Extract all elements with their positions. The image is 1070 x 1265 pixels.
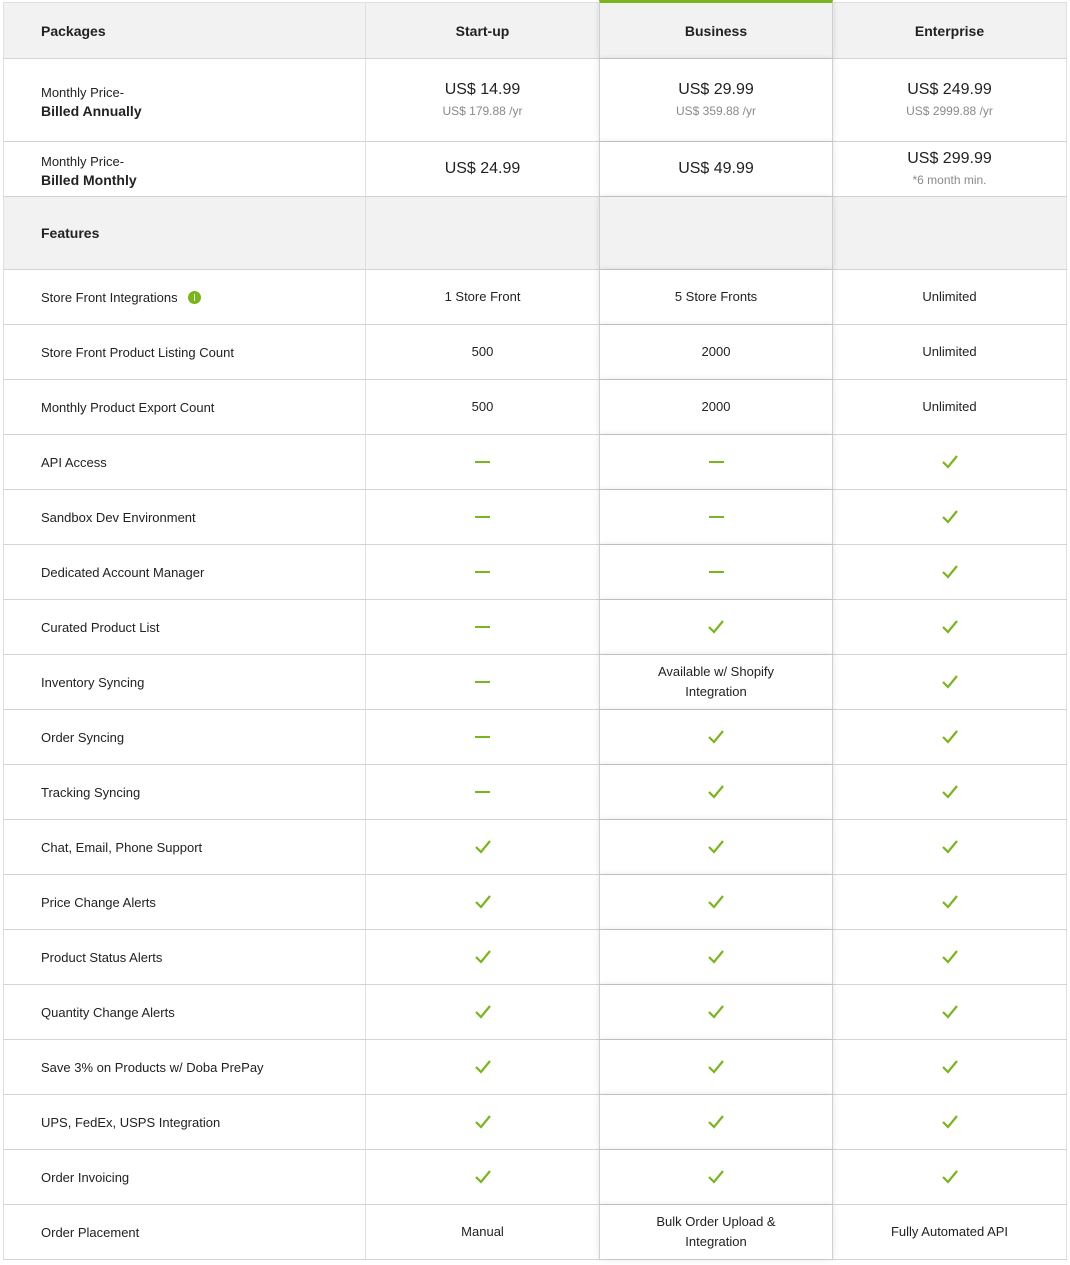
check-icon bbox=[941, 619, 959, 635]
check-icon bbox=[707, 1114, 725, 1130]
check-icon bbox=[707, 839, 725, 855]
table-header-row bbox=[3, 2, 1067, 59]
check-icon bbox=[941, 454, 959, 470]
check-icon bbox=[941, 784, 959, 800]
plan-header-startup: Start-up bbox=[365, 3, 599, 58]
feature-value: Available w/ Shopify Integration bbox=[657, 664, 775, 699]
feature-name: Dedicated Account Manager bbox=[41, 564, 205, 580]
check-icon bbox=[707, 894, 725, 910]
check-icon bbox=[707, 619, 725, 635]
feature-value: Unlimited bbox=[922, 344, 977, 359]
table-row bbox=[3, 270, 1067, 325]
table-row bbox=[3, 380, 1067, 435]
feature-name: Monthly Product Export Count bbox=[41, 399, 215, 415]
dash-icon bbox=[475, 736, 490, 738]
table-row bbox=[3, 435, 1067, 490]
check-icon bbox=[941, 674, 959, 690]
table-row bbox=[3, 325, 1067, 380]
feature-name: Store Front Product Listing Count bbox=[41, 344, 234, 360]
table-row bbox=[3, 490, 1067, 545]
price-main: US$ 14.99 bbox=[444, 81, 521, 98]
price-main: US$ 299.99 bbox=[907, 150, 992, 167]
price-sub: US$ 2999.88 /yr bbox=[906, 104, 993, 118]
feature-name: Price Change Alerts bbox=[41, 894, 156, 910]
feature-value: Manual bbox=[461, 1224, 504, 1239]
price-note: *6 month min. bbox=[912, 173, 987, 187]
feature-name: Save 3% on Products w/ Doba PrePay bbox=[41, 1059, 264, 1075]
feature-name: Order Invoicing bbox=[41, 1169, 130, 1185]
check-icon bbox=[941, 1114, 959, 1130]
price-label-bold: Billed Annually bbox=[41, 102, 142, 119]
check-icon bbox=[707, 729, 725, 745]
dash-icon bbox=[709, 571, 724, 573]
price-sub: US$ 179.88 /yr bbox=[442, 104, 523, 118]
feature-name: Store Front Integrations bbox=[41, 289, 178, 305]
price-row-annual bbox=[3, 59, 1067, 142]
feature-rows bbox=[3, 270, 1067, 1260]
check-icon bbox=[707, 949, 725, 965]
plan-header-enterprise: Enterprise bbox=[833, 3, 1067, 58]
check-icon bbox=[474, 949, 492, 965]
dash-icon bbox=[475, 681, 490, 683]
pricing-table bbox=[3, 2, 1067, 1260]
feature-value: Unlimited bbox=[922, 399, 977, 414]
feature-value: Fully Automated API bbox=[890, 1224, 1009, 1239]
feature-value: 500 bbox=[471, 399, 494, 414]
check-icon bbox=[474, 1004, 492, 1020]
dash-icon bbox=[709, 516, 724, 518]
check-icon bbox=[707, 1059, 725, 1075]
table-row bbox=[3, 600, 1067, 655]
feature-name: API Access bbox=[41, 454, 107, 470]
check-icon bbox=[474, 839, 492, 855]
check-icon bbox=[941, 564, 959, 580]
check-icon bbox=[941, 729, 959, 745]
feature-name: Product Status Alerts bbox=[41, 949, 163, 965]
price-main: US$ 249.99 bbox=[907, 81, 992, 98]
dash-icon bbox=[475, 571, 490, 573]
feature-value: Unlimited bbox=[922, 289, 977, 304]
check-icon bbox=[474, 1114, 492, 1130]
feature-value: 500 bbox=[471, 344, 494, 359]
price-main: US$ 29.99 bbox=[678, 81, 754, 98]
table-row bbox=[3, 1150, 1067, 1205]
feature-name: Inventory Syncing bbox=[41, 674, 145, 690]
table-row bbox=[3, 765, 1067, 820]
feature-name: Curated Product List bbox=[41, 619, 160, 635]
price-label-bold: Billed Monthly bbox=[41, 171, 137, 188]
table-row bbox=[3, 930, 1067, 985]
check-icon bbox=[707, 1004, 725, 1020]
check-icon bbox=[941, 1004, 959, 1020]
feature-name: Order Placement bbox=[41, 1224, 140, 1240]
dash-icon bbox=[475, 461, 490, 463]
table-row bbox=[3, 1040, 1067, 1095]
feature-name: Tracking Syncing bbox=[41, 784, 141, 800]
packages-header: Packages bbox=[3, 3, 365, 58]
dash-icon bbox=[475, 516, 490, 518]
check-icon bbox=[474, 1059, 492, 1075]
feature-value: 1 Store Front bbox=[444, 289, 521, 304]
price-main: US$ 49.99 bbox=[678, 160, 754, 177]
check-icon bbox=[941, 509, 959, 525]
feature-value: 5 Store Fronts bbox=[674, 289, 758, 304]
check-icon bbox=[474, 894, 492, 910]
price-label: Monthly Price- bbox=[41, 84, 125, 100]
table-row bbox=[3, 1205, 1067, 1260]
feature-name: Order Syncing bbox=[41, 729, 125, 745]
feature-name: Sandbox Dev Environment bbox=[41, 509, 196, 525]
table-row bbox=[3, 710, 1067, 765]
table-row bbox=[3, 875, 1067, 930]
table-row bbox=[3, 655, 1067, 710]
check-icon bbox=[941, 894, 959, 910]
feature-name: Chat, Email, Phone Support bbox=[41, 839, 203, 855]
feature-value: Bulk Order Upload & Integration bbox=[656, 1214, 776, 1249]
table-row bbox=[3, 545, 1067, 600]
table-row bbox=[3, 820, 1067, 875]
check-icon bbox=[941, 1169, 959, 1185]
info-icon[interactable] bbox=[188, 291, 201, 304]
check-icon bbox=[941, 949, 959, 965]
features-header-row bbox=[3, 197, 1067, 270]
check-icon bbox=[941, 1059, 959, 1075]
plan-header-business: Business bbox=[599, 0, 833, 58]
feature-value: 2000 bbox=[701, 344, 731, 359]
feature-name: UPS, FedEx, USPS Integration bbox=[41, 1114, 221, 1130]
price-row-monthly bbox=[3, 142, 1067, 197]
price-sub: US$ 359.88 /yr bbox=[675, 104, 757, 118]
check-icon bbox=[474, 1169, 492, 1185]
price-label: Monthly Price- bbox=[41, 153, 125, 169]
dash-icon bbox=[709, 461, 724, 463]
features-header: Features bbox=[3, 197, 365, 269]
dash-icon bbox=[475, 791, 490, 793]
table-row bbox=[3, 1095, 1067, 1150]
check-icon bbox=[707, 1169, 725, 1185]
check-icon bbox=[941, 839, 959, 855]
check-icon bbox=[707, 784, 725, 800]
price-main: US$ 24.99 bbox=[444, 160, 521, 177]
table-row bbox=[3, 985, 1067, 1040]
feature-value: 2000 bbox=[701, 399, 731, 414]
feature-name: Quantity Change Alerts bbox=[41, 1004, 175, 1020]
dash-icon bbox=[475, 626, 490, 628]
